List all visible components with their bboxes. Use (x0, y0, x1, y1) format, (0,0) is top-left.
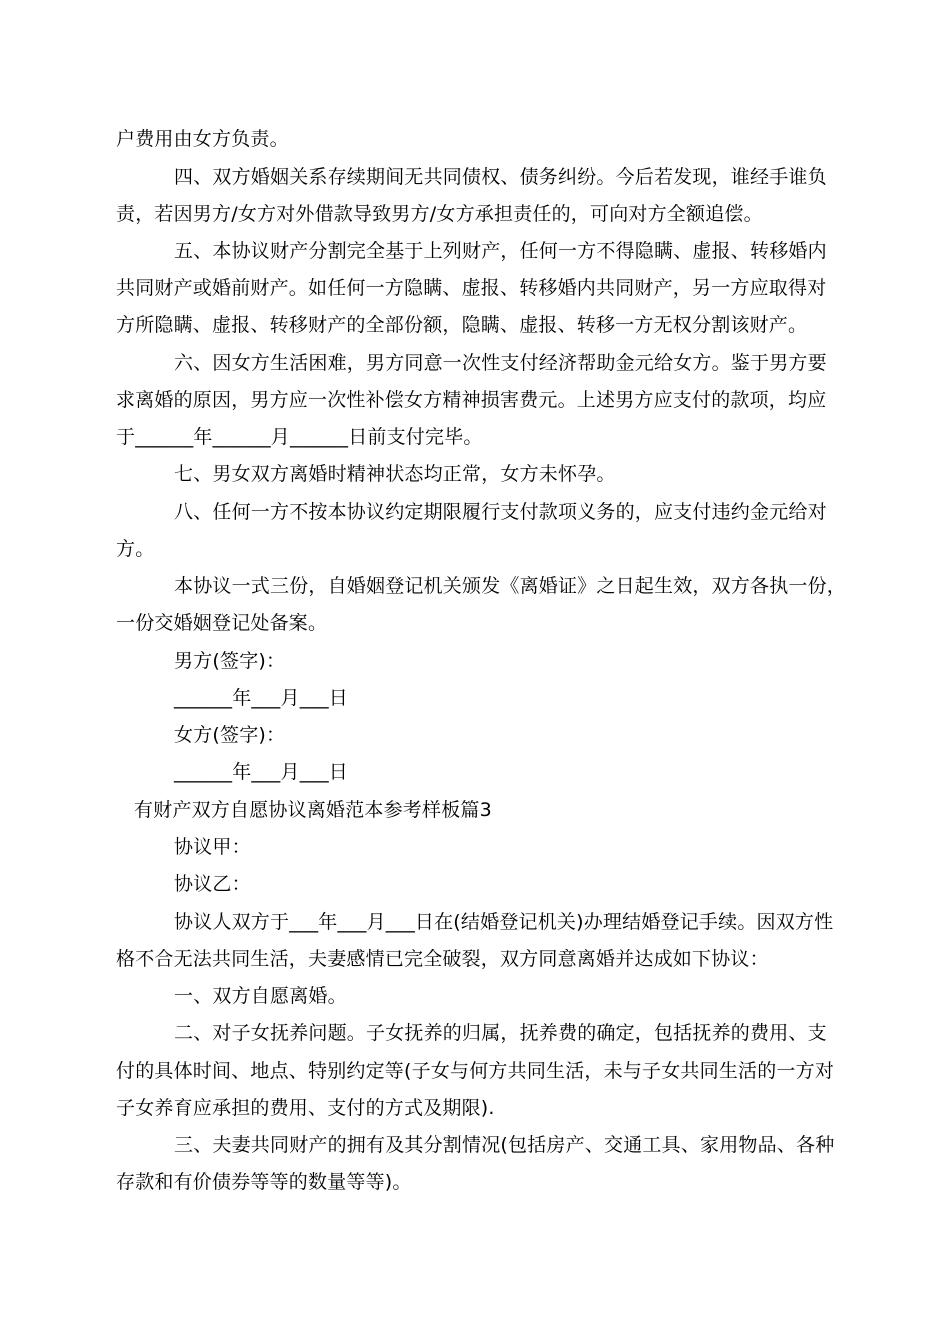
paragraph-line: 八、任何一方不按本协议约定期限履行支付款项义务的，应支付违约金元给对 (174, 501, 827, 523)
party-label: 协议甲： (174, 836, 251, 858)
section-heading: 有财产双方自愿协议离婚范本参考样板篇3 (134, 799, 492, 821)
paragraph-line: 责，若因男方/女方对外借款导致男方/女方承担责任的，可向对方全额追偿。 (116, 203, 763, 225)
paragraph-line: 存款和有价债券等等的数量等等)。 (116, 1171, 412, 1193)
paragraph-line: 格不合无法共同生活，夫妻感情已完全破裂，双方同意离婚并达成如下协议： (116, 948, 769, 970)
signature-label: 男方(签字)： (174, 650, 286, 672)
paragraph-line: 五、本协议财产分割完全基于上列财产，任何一方不得隐瞒、虚报、转移婚内 (174, 240, 827, 262)
paragraph-line: 协议人双方于___年___月___日在(结婚登记机关)办理结婚登记手续。因双方性 (174, 911, 834, 933)
paragraph-line: 四、双方婚姻关系存续期间无共同债权、债务纠纷。今后若发现，谁经手谁负 (174, 166, 827, 188)
paragraph-line: 本协议一式三份，自婚姻登记机关颁发《离婚证》之日起生效，双方各执一份， (174, 575, 847, 597)
paragraph-line: 户费用由女方负责。 (116, 128, 289, 150)
paragraph-line: 一份交婚姻登记处备案。 (116, 612, 328, 634)
paragraph-line: 共同财产或婚前财产。如任何一方隐瞒、虚报、转移婚内共同财产，另一方应取得对 (116, 277, 827, 299)
party-label: 协议乙： (174, 873, 251, 895)
paragraph-line: 三、夫妻共同财产的拥有及其分割情况(包括房产、交通工具、家用物品、各种 (174, 1134, 835, 1156)
date-blank-line: ______年___月___日 (174, 761, 349, 783)
paragraph-line: 六、因女方生活困难，男方同意一次性支付经济帮助金元给女方。鉴于男方要 (174, 352, 827, 374)
paragraph-line: 子女养育应承担的费用、支付的方式及期限). (116, 1097, 495, 1119)
paragraph-line: 一、双方自愿离婚。 (174, 985, 347, 1007)
paragraph-line: 方所隐瞒、虚报、转移财产的全部份额，隐瞒、虚报、转移一方无权分割该财产。 (116, 314, 808, 336)
paragraph-line: 七、男女双方离婚时精神状态均正常，女方未怀孕。 (174, 463, 616, 485)
signature-label: 女方(签字)： (174, 724, 286, 746)
date-blank-line: ______年___月___日 (174, 687, 349, 709)
paragraph-line: 二、对子女抚养问题。子女抚养的归属，抚养费的确定，包括抚养的费用、支 (174, 1022, 827, 1044)
paragraph-line: 付的具体时间、地点、特别约定等(子女与何方共同生活，未与子女共同生活的一方对 (116, 1060, 835, 1082)
paragraph-line: 求离婚的原因，男方应一次性补偿女方精神损害费元。上述男方应支付的款项，均应 (116, 389, 827, 411)
paragraph-line: 方。 (116, 538, 155, 560)
paragraph-line: 于______年______月______日前支付完毕。 (116, 426, 483, 448)
